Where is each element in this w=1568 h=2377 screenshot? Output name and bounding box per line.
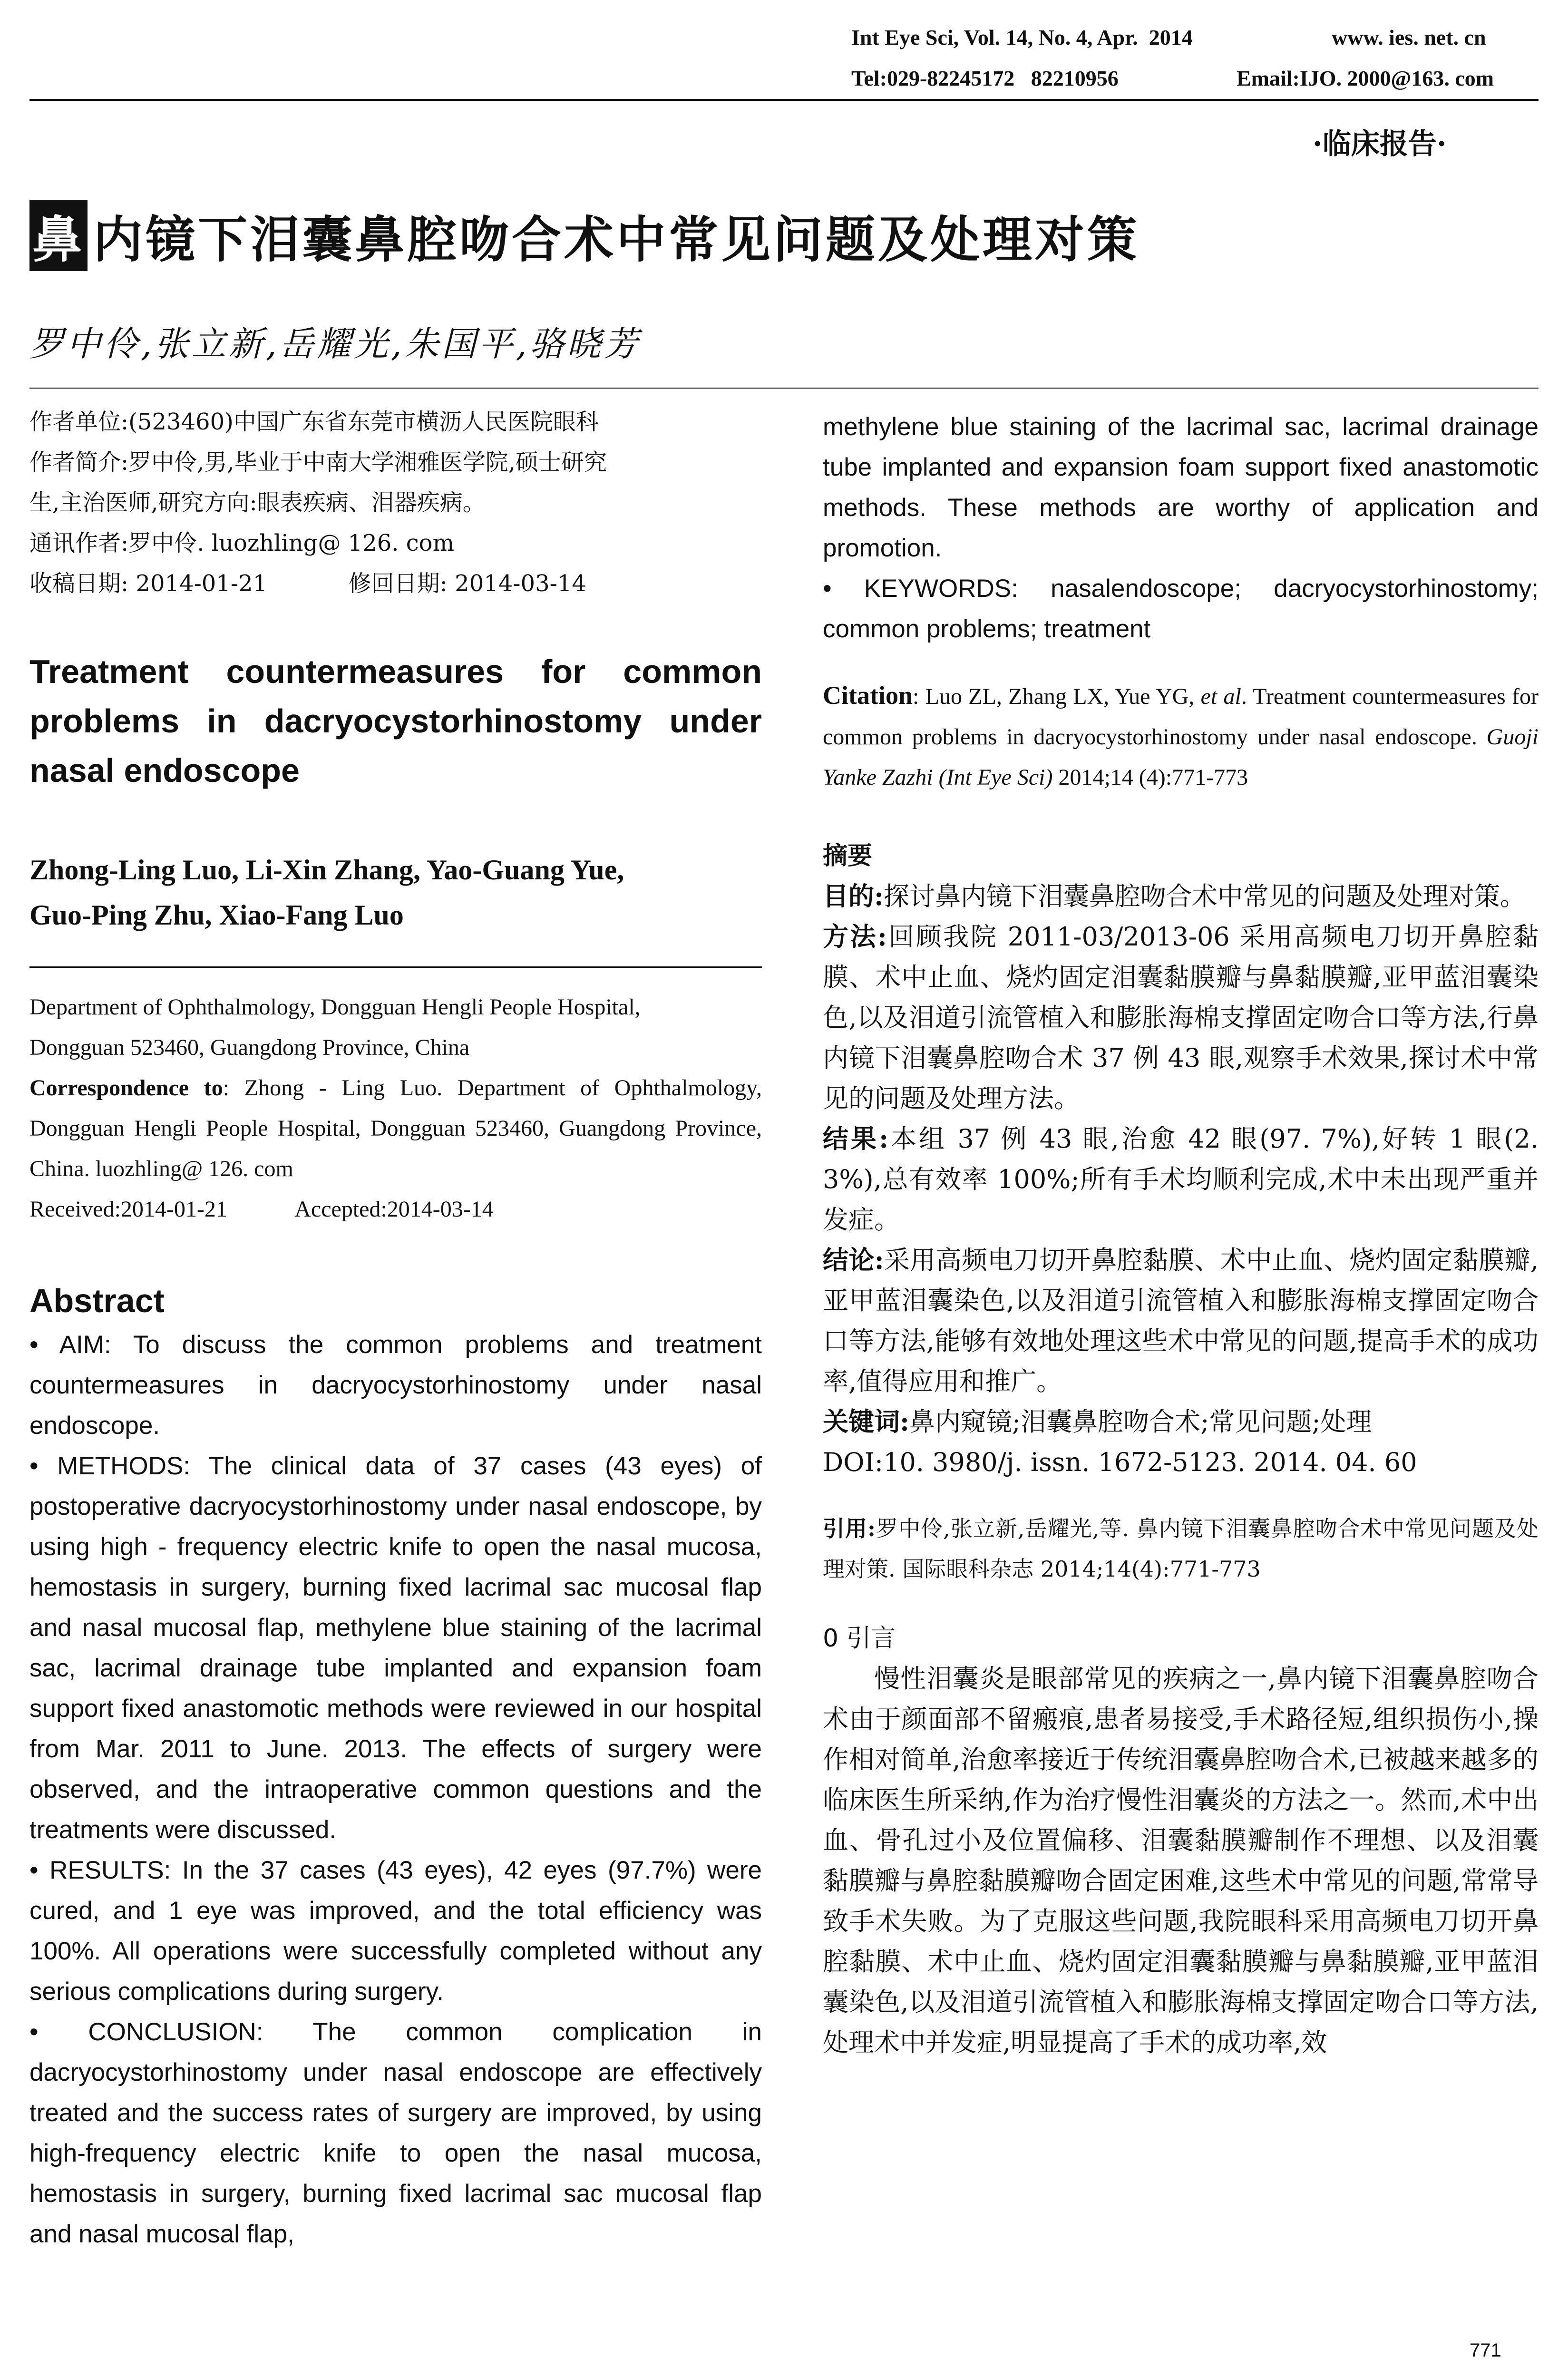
keywords-label-zh: 关键词: — [823, 1406, 909, 1437]
received-zh: 收稿日期: 2014-01-21 — [29, 570, 268, 597]
department-line2: Dongguan 523460, Guangdong Province, China — [29, 1035, 470, 1060]
journal-tel: Tel:029-82245172 82210956 — [851, 66, 1119, 90]
citation-journal: Guoji Yanke Zazhi (Int Eye Sci) — [823, 724, 1539, 790]
journal-info: Int Eye Sci, Vol. 14, No. 4, Apr. 2014 — [851, 25, 1193, 49]
citation-zh — [823, 1509, 1539, 1589]
citation-part-a: : Luo ZL, Zhang LX, Yue YG, — [913, 684, 1201, 709]
abstract-zh-aim — [823, 876, 1539, 916]
article-title-en: Treatment countermeasures for common problems in dacryocystorhinostomy under nasal endoscope — [29, 653, 762, 789]
doi: DOI:10. 3980/j. issn. 1672-5123. 2014. 04. 60 — [823, 1447, 1417, 1477]
results-label-zh: 结果: — [823, 1123, 889, 1154]
header-rule — [29, 99, 1539, 101]
keywords-en: • KEYWORDS: nasalendoscope; dacryocystorhinostomy; common problems; treatment — [823, 575, 1539, 643]
abstract-zh-methods — [823, 916, 1539, 1119]
methods-label-zh: 方法: — [823, 921, 887, 952]
abstract-aim: • AIM: To discuss the common problems and treatment countermeasures in dacryocystorhinostomy under nasal endoscope. — [29, 1331, 762, 1440]
title-rest: 内镜下泪囊鼻腔吻合术中常见问题及处理对策 — [93, 210, 1140, 269]
corresponding-author: 通讯作者:罗中伶. luozhling@ 126. com — [29, 530, 455, 556]
citation-etal: et al — [1200, 684, 1241, 709]
abstract-zh-results — [823, 1119, 1539, 1240]
abstract-heading: Abstract — [29, 1282, 165, 1319]
abstract-results: • RESULTS: In the 37 cases (43 eyes), 42 eyes (97.7%) were cured, and 1 eye was improved, and the total efficiency was 100%. All operations were successfully completed without any serious complications during surgery. — [29, 1856, 762, 2006]
abstract-zh-heading: 摘要 — [823, 842, 873, 870]
authors-zh: 罗中伶,张立新,岳耀光,朱国平,骆晓芳 — [29, 324, 641, 364]
abstract-conclusion: • CONCLUSION: The common complication in dacryocystorhinostomy under nasal endoscope are effectively treated and the success rates of surgery are improved, by using high-frequency electric knife to open the nasal mucosa, hemostasis in surgery, burning fixed lacrimal sac mucosal flap and nasal mucosal flap, — [29, 2018, 762, 2248]
journal-email: Email:IJO. 2000@163. com — [1237, 66, 1494, 90]
citation-en — [823, 675, 1539, 798]
section-tag: ·临床报告· — [1313, 127, 1447, 161]
citation-zh-label: 引用: — [823, 1516, 876, 1541]
correspondence-text: : Zhong - Ling Luo. Department of Ophthalmology, Dongguan Hengli People Hospital, Dongguan 523460, Guangdong Province, China. luozhling@ 126. com — [29, 1075, 762, 1181]
affil-rule — [29, 966, 762, 968]
right-column — [823, 407, 1539, 2063]
received-en: Received:2014-01-21 — [29, 1197, 227, 1222]
dates-zh — [29, 564, 762, 604]
methods-text-zh: 回顾我院 2011-03/2013-06 采用高频电刀切开鼻腔黏膜、术中止血、烧灼固定泪囊黏膜瓣与鼻黏膜瓣,亚甲蓝泪囊染色,以及泪道引流管植入和膨胀海棉支撑固定吻合口等方法,行鼻内镜下泪囊鼻腔吻合术 37 例 43 眼,观察手术效果,探讨术中常见的问题及处理方法。 — [823, 922, 1539, 1113]
citation-label: Citation — [823, 681, 913, 710]
intro-heading: 0 引言 — [823, 1624, 896, 1653]
citation-part-b: . Treatment countermeasures for common problems in dacryocystorhinostomy under nasal endoscope. — [823, 684, 1539, 750]
author-bio-cont: 生,主治医师,研究方向:眼表疾病、泪器疾病。 — [29, 489, 486, 516]
abstract-methods: • METHODS: The clinical data of 37 cases (43 eyes) of postoperative dacryocystorhinostomy under nasal endoscope, by using high - frequency electric knife to open the nasal mucosa, hemostasis in surgery, burning fixed lacrimal sac mucosal flap and nasal mucosal flap, methylene blue staining of the lacrimal sac, lacrimal drainage tube implanted and expansion foam support fixed anastomotic methods were reviewed in our hospital from Mar. 2011 to June. 2013. The effects of surgery were observed, and the intraoperative common questions and the treatments were discussed. — [29, 1452, 762, 1844]
dates-en — [29, 1189, 762, 1229]
results-text-zh: 本组 37 例 43 眼,治愈 42 眼(97. 7%),好转 1 眼(2. 3%),总有效率 100%;所有手术均顺利完成,术中未出现严重并发症。 — [823, 1124, 1539, 1235]
aim-label-zh: 目的: — [823, 881, 884, 911]
abstract-zh-conclusion — [823, 1240, 1539, 1402]
author-bio: 作者简介:罗中伶,男,毕业于中南大学湘雅医学院,硕士研究 — [29, 449, 607, 476]
abstract-conclusion-cont: methylene blue staining of the lacrimal sac, lacrimal drainage tube implanted and expansion foam support fixed anastomotic methods. These methods are worthy of application and promotion. — [823, 413, 1539, 562]
aim-text-zh: 探讨鼻内镜下泪囊鼻腔吻合术中常见的问题及处理对策。 — [883, 881, 1526, 911]
revised-zh: 修回日期: 2014-03-14 — [348, 570, 586, 597]
accepted-en: Accepted:2014-03-14 — [294, 1197, 494, 1222]
keywords-text-zh: 鼻内窥镜;泪囊鼻腔吻合术;常见问题;处理 — [909, 1407, 1372, 1437]
page-number: 771 — [1470, 2340, 1501, 2361]
correspondence — [29, 1068, 762, 1189]
conclusion-label-zh: 结论: — [823, 1245, 884, 1275]
citation-part-c: 2014;14 (4):771-773 — [1052, 765, 1248, 790]
journal-website: www. ies. net. cn — [1332, 25, 1486, 49]
department-line1: Department of Ophthalmology, Dongguan Hengli People Hospital, — [29, 994, 641, 1020]
title-rule — [29, 388, 1539, 389]
keywords-zh — [823, 1402, 1539, 1442]
intro-paragraph: 慢性泪囊炎是眼部常见的疾病之一,鼻内镜下泪囊鼻腔吻合术由于颜面部不留瘢痕,患者易接受,手术路径短,组织损伤小,操作相对简单,治愈率接近于传统泪囊鼻腔吻合术,已被越来越多的临床医生所采纳,作为治疗慢性泪囊炎的方法之一。然而,术中出血、骨孔过小及位置偏移、泪囊黏膜瓣制作不理想、以及泪囊黏膜瓣与鼻腔黏膜瓣吻合固定困难,这些术中常见的问题,常常导致手术失败。为了克服这些问题,我院眼科采用高频电刀切开鼻腔黏膜、术中止血、烧灼固定泪囊黏膜瓣与鼻黏膜瓣,亚甲蓝泪囊染色,以及泪道引流管植入和膨胀海棉支撑固定吻合口等方法,处理术中并发症,明显提高了手术的成功率,效 — [823, 1664, 1539, 2057]
authors-en-line1: Zhong-Ling Luo, Li-Xin Zhang, Yao-Guang Yue, — [29, 854, 624, 886]
authors-en-line2: Guo-Ping Zhu, Xiao-Fang Luo — [29, 899, 404, 931]
title-initial: 鼻 — [29, 200, 88, 271]
left-column — [29, 402, 762, 2254]
citation-zh-text: 罗中伶,张立新,岳耀光,等. 鼻内镜下泪囊鼻腔吻合术中常见问题及处理对策. 国际眼科杂志 2014;14(4):771-773 — [823, 1516, 1539, 1582]
correspondence-label: Correspondence to — [29, 1075, 223, 1101]
conclusion-text-zh: 采用高频电刀切开鼻腔黏膜、术中止血、烧灼固定黏膜瓣,亚甲蓝泪囊染色,以及泪道引流管植入和膨胀海棉支撑固定吻合口等方法,能够有效地处理这些术中常见的问题,提高手术的成功率,值得应用和推广。 — [823, 1245, 1539, 1396]
article-title-zh — [29, 200, 1139, 271]
affiliation: 作者单位:(523460)中国广东省东莞市横沥人民医院眼科 — [29, 409, 599, 435]
